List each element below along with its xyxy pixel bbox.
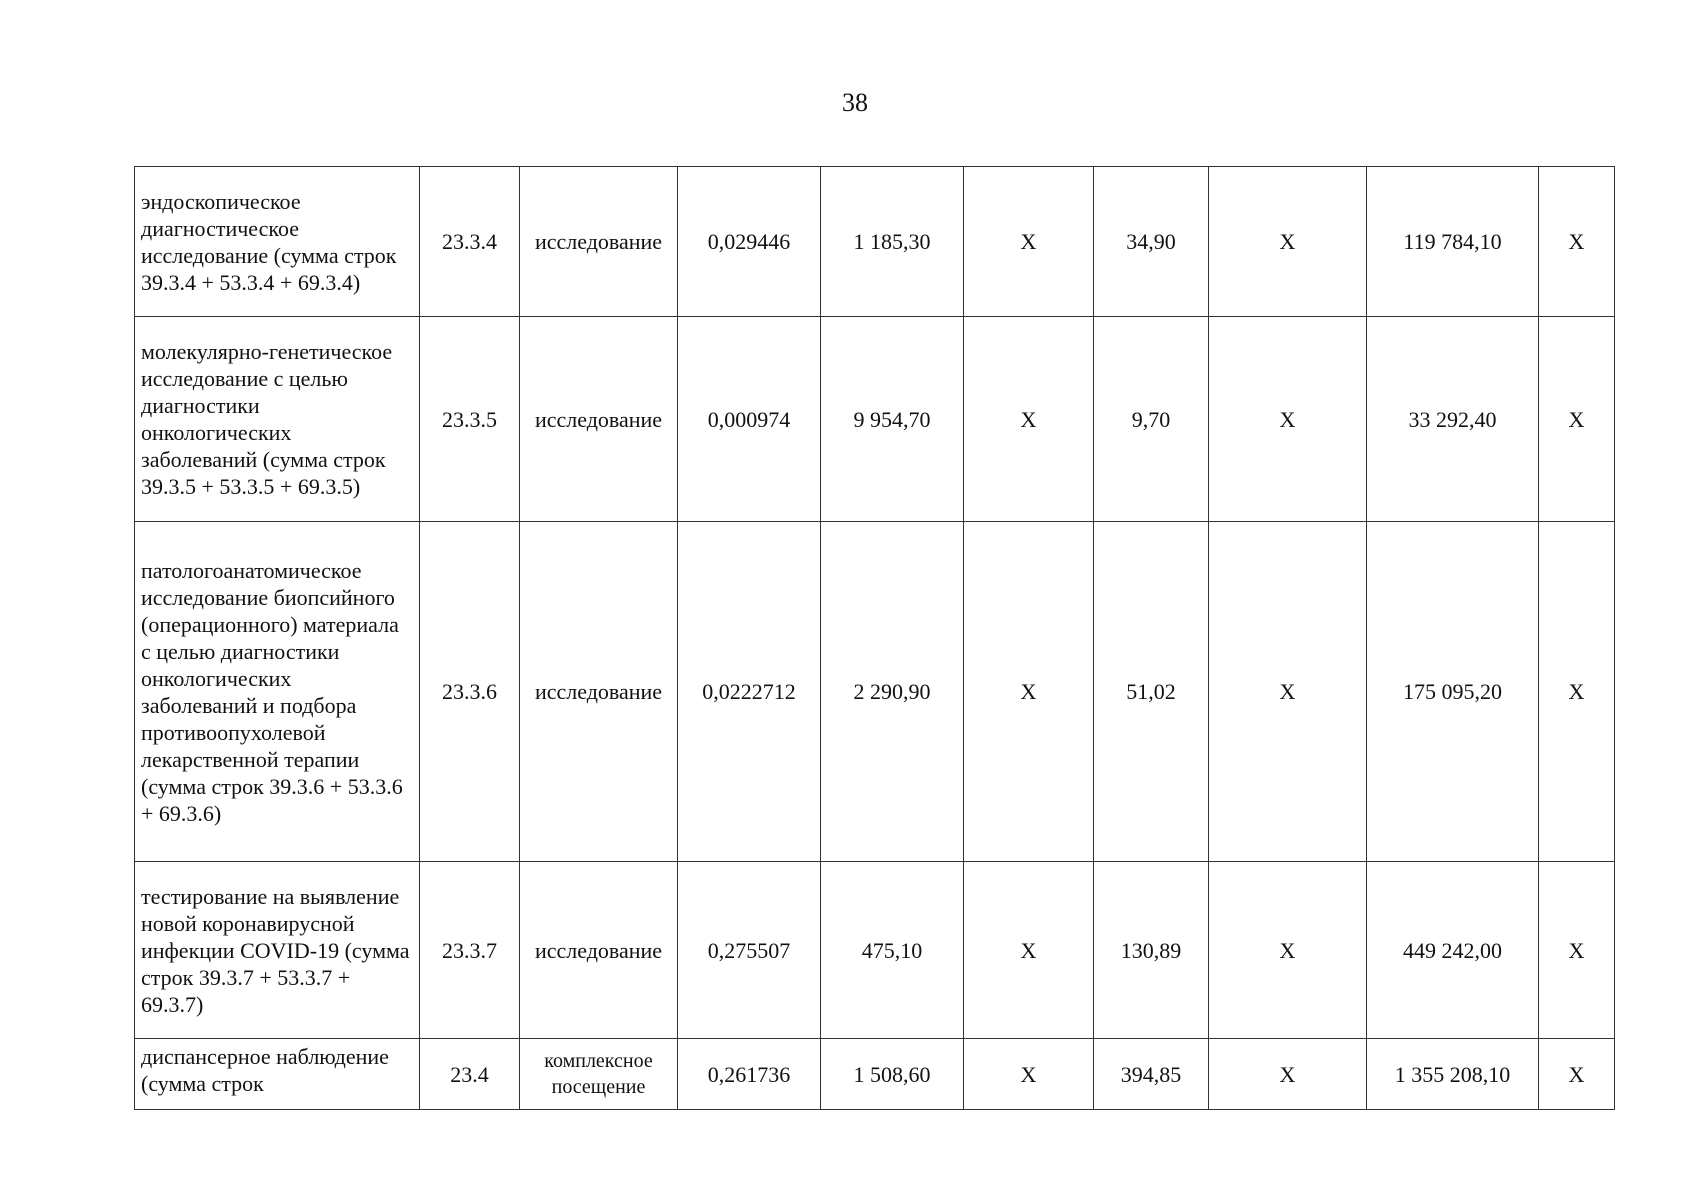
row-total-cell: 1 355 208,10: [1367, 1039, 1539, 1110]
row-unit-cell: исследование: [520, 167, 678, 317]
row-name-cell: эндоскопическое диагностическое исследование (сумма строк 39.3.4 + 53.3.4 + 69.3.4): [135, 167, 420, 317]
row-x-cell: Х: [1209, 317, 1367, 522]
row-x-cell: Х: [1539, 317, 1615, 522]
row-total-cell: 449 242,00: [1367, 862, 1539, 1039]
row-name-text: диспансерное наблюдение (сумма строк: [141, 1044, 389, 1096]
row-norm-cell: 0,261736: [678, 1039, 821, 1110]
row-x-cell: Х: [964, 317, 1094, 522]
data-table: [134, 166, 1615, 1110]
row-cost-cell: 2 290,90: [821, 522, 964, 862]
row-cost-cell: 1 185,30: [821, 167, 964, 317]
row-value-cell: 34,90: [1094, 167, 1209, 317]
row-code-cell: 23.3.6: [420, 522, 520, 862]
row-code-cell: 23.3.7: [420, 862, 520, 1039]
row-x-cell: Х: [1539, 522, 1615, 862]
row-norm-cell: 0,0222712: [678, 522, 821, 862]
row-norm-cell: 0,275507: [678, 862, 821, 1039]
row-unit-cell: комплексное посещение: [520, 1039, 678, 1110]
row-x-cell: Х: [1209, 522, 1367, 862]
row-value-cell: 51,02: [1094, 522, 1209, 862]
row-value-cell: 9,70: [1094, 317, 1209, 522]
row-total-cell: 175 095,20: [1367, 522, 1539, 862]
row-x-cell: Х: [964, 522, 1094, 862]
row-x-cell: Х: [964, 862, 1094, 1039]
row-x-cell: Х: [1209, 862, 1367, 1039]
row-name-cell: [135, 1039, 420, 1110]
row-value-cell: 130,89: [1094, 862, 1209, 1039]
table-row: [135, 317, 1615, 522]
table-row: [135, 522, 1615, 862]
row-cost-cell: 9 954,70: [821, 317, 964, 522]
row-name-cell: тестирование на выявление новой коронавирусной инфекции COVID-19 (сумма строк 39.3.7 + 53.3.7 + 69.3.7): [135, 862, 420, 1039]
row-name-cell: молекулярно-генетическое исследование с целью диагностики онкологических заболеваний (сумма строк 39.3.5 + 53.3.5 + 69.3.5): [135, 317, 420, 522]
row-total-cell: 33 292,40: [1367, 317, 1539, 522]
row-name-cell: патологоанатомическое исследование биопсийного (операционного) материала с целью диагностики онкологических заболеваний и подбора противоопухолевой лекарственной терапии (сумма строк 39.3.6 + 53.3.6 + 69.3.6): [135, 522, 420, 862]
row-x-cell: Х: [1539, 862, 1615, 1039]
row-unit-cell: исследование: [520, 522, 678, 862]
row-value-cell: 394,85: [1094, 1039, 1209, 1110]
row-x-cell: Х: [1539, 1039, 1615, 1110]
table-row: [135, 167, 1615, 317]
row-total-cell: 119 784,10: [1367, 167, 1539, 317]
row-x-cell: Х: [964, 167, 1094, 317]
row-code-cell: 23.4: [420, 1039, 520, 1110]
row-x-cell: Х: [964, 1039, 1094, 1110]
row-x-cell: Х: [1209, 167, 1367, 317]
row-x-cell: Х: [1539, 167, 1615, 317]
row-cost-cell: 1 508,60: [821, 1039, 964, 1110]
row-unit-cell: исследование: [520, 862, 678, 1039]
row-cost-cell: 475,10: [821, 862, 964, 1039]
table-row: [135, 862, 1615, 1039]
row-x-cell: Х: [1209, 1039, 1367, 1110]
table-row: [135, 1039, 1615, 1110]
row-unit-cell: исследование: [520, 317, 678, 522]
row-norm-cell: 0,000974: [678, 317, 821, 522]
row-code-cell: 23.3.4: [420, 167, 520, 317]
row-norm-cell: 0,029446: [678, 167, 821, 317]
page-number: 38: [842, 88, 868, 117]
row-code-cell: 23.3.5: [420, 317, 520, 522]
